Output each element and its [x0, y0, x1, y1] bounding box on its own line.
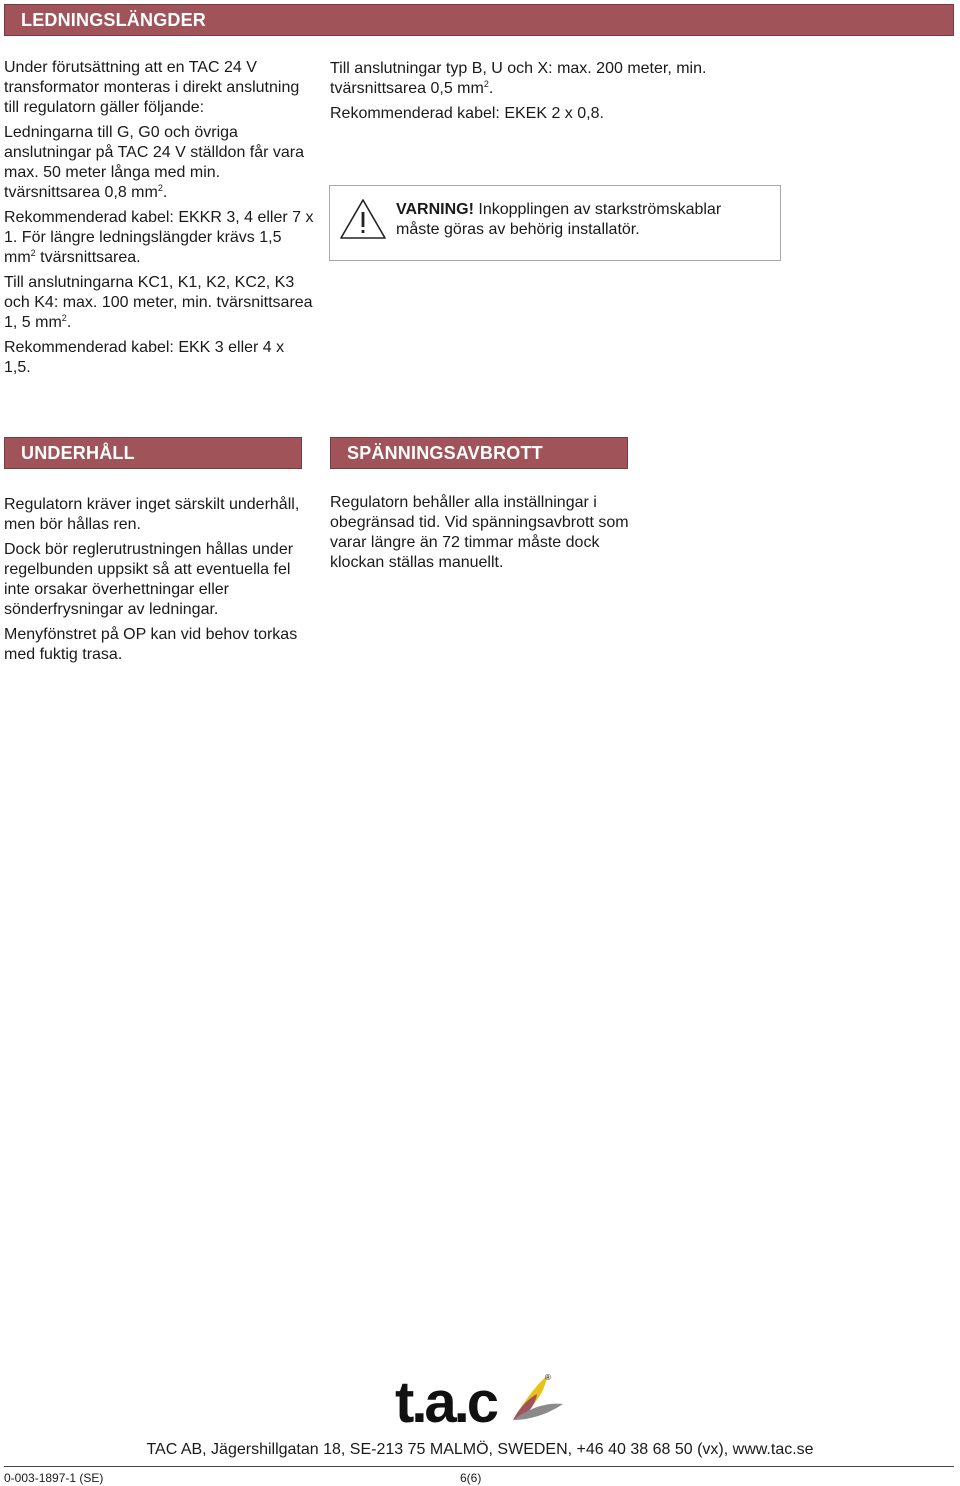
paragraph: Under förutsättning att en TAC 24 V transformator monteras i direkt anslutning till regulatorn gäller följande:: [4, 59, 300, 116]
paragraph: Ledningarna till G, G0 och övriga anslutningar på TAC 24 V ställdon får vara max. 50 meter långa med min. tvärsnittsarea 0,8 $mm^2$.: [4, 124, 305, 201]
paragraph: Till anslutningarna KC1, K1, K2, KC2, K3 och K4: max. 100 meter, min. tvärsnittsarea 1, 5 $mm^2$.: [4, 274, 313, 331]
warning-text: [396, 200, 766, 240]
spanning-column: [330, 493, 630, 578]
paragraph: Rekommenderad kabel: EKEK 2 x 0,8.: [330, 105, 604, 122]
registered-mark: ®: [545, 1373, 551, 1382]
warning-message: Inkopplingen av starkströmskablar måste göras av behörig installatör.: [396, 201, 722, 238]
section-title: LEDNINGSLÄNGDER: [21, 9, 207, 30]
paragraph: Regulatorn behåller alla inställningar i obegränsad tid. Vid spänningsavbrott som varar längre än 72 timmar måste dock klockan ställas manuellt.: [330, 494, 629, 571]
tac-logo: [395, 1370, 567, 1428]
paragraph: Rekommenderad kabel: EKKR 3, 4 eller 7 x 1. För längre ledningslängder krävs 1,5 $mm^2$ tvärsnittsarea.: [4, 209, 314, 266]
footer-divider: [4, 1466, 954, 1467]
paragraph: Menyfönstret på OP kan vid behov torkas med fuktig trasa.: [4, 626, 298, 663]
paragraph: Regulatorn kräver inget särskilt underhåll, men bör hållas ren.: [4, 496, 300, 533]
tac-leaf-logo-icon: [513, 1376, 563, 1420]
ledning-right-column: [330, 59, 770, 129]
document-number: 0-003-1897-1 (SE): [4, 1471, 104, 1485]
underhall-column: [4, 495, 304, 670]
section-title: UNDERHÅLL: [21, 442, 135, 463]
warning-box: [329, 185, 781, 261]
paragraph: Rekommenderad kabel: EKK 3 eller 4 x 1,5.: [4, 339, 285, 376]
ledning-left-column: [4, 58, 314, 383]
page-number: 6(6): [460, 1471, 482, 1485]
warning-label: VARNING!: [396, 201, 474, 218]
section-title: SPÄNNINGSAVBROTT: [347, 442, 543, 463]
company-address: TAC AB, Jägershillgatan 18, SE-213 75 MALMÖ, SWEDEN, +46 40 38 68 50 (vx), www.tac.se: [146, 1441, 814, 1458]
paragraph: Dock bör reglerutrustningen hållas under regelbunden uppsikt så att eventuella fel inte orsakar överhettningar eller sönderfrysningar av ledningar.: [4, 541, 294, 618]
section-header-ledningslangder: [4, 4, 954, 36]
section-header-spanningsavbrott: [330, 437, 628, 469]
section-header-underhall: [4, 437, 302, 469]
paragraph: Till anslutningar typ B, U och X: max. 200 meter, min. tvärsnittsarea 0,5 $mm^2$.: [330, 60, 707, 97]
warning-triangle-icon: [339, 198, 387, 240]
logo-wordmark: t.a.c: [395, 1370, 497, 1428]
